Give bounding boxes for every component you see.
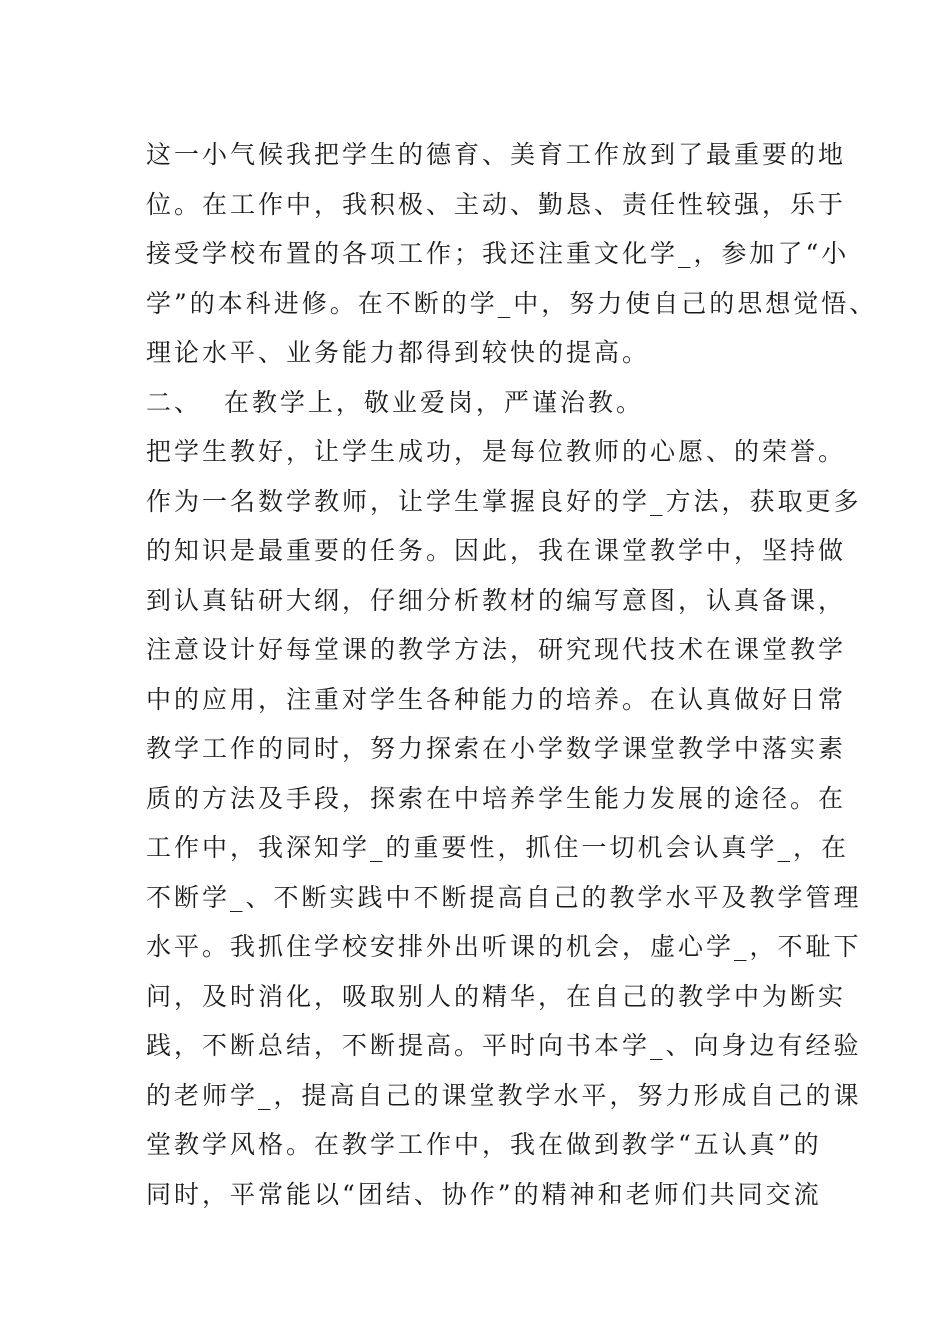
text-line: 的知识是最重要的任务。因此，我在课堂教学中，坚持做 — [146, 536, 847, 565]
section-heading: 二、 在教学上，敬业爱岗，严谨治教。 — [146, 387, 644, 417]
text-line: 工作中，我深知学_的重要性，抓住一切机会认真学_，在 — [146, 833, 850, 862]
text-line: 水平。我抓住学校安排外出听课的机会，虚心学_，不耻下 — [146, 932, 862, 961]
text-line: 注意设计好每堂课的教学方法，研究现代技术在课堂教学 — [146, 635, 847, 664]
text-line: 践，不断总结，不断提高。平时向书本学_、向身边有经验 — [146, 1031, 862, 1060]
text-line: 把学生教好，让学生成功，是每位教师的心愿、的荣誉。 — [146, 437, 847, 466]
text-line: 作为一名数学教师，让学生掌握良好的学_方法，获取更多 — [146, 486, 862, 516]
text-line: 教学工作的同时，努力探索在小学数学课堂教学中落实素 — [146, 734, 847, 763]
text-line: 不断学_、不断实践中不断提高自己的教学水平及教学管理 — [146, 882, 862, 912]
text-line: 学”的本科进修。在不断的学_中，努力使自己的思想觉悟、 — [146, 288, 878, 318]
text-line: 问，及时消化，吸取别人的精华，在自己的教学中为断实 — [146, 981, 847, 1011]
text-line: 接受学校布置的各项工作；我还注重文化学_，参加了“小 — [146, 239, 850, 268]
text-line: 到认真钻研大纲，仔细分析教材的编写意图，认真备课， — [146, 585, 847, 615]
text-line: 位。在工作中，我积极、主动、勤恳、责任性较强，乐于 — [146, 189, 847, 219]
text-line: 理论水平、业务能力都得到较快的提高。 — [146, 338, 651, 367]
text-line: 质的方法及手段，探索在中培养学生能力发展的途径。在 — [146, 783, 847, 813]
text-line: 中的应用，注重对学生各种能力的培养。在认真做好日常 — [146, 684, 847, 714]
text-line: 这一小气候我把学生的德育、美育工作放到了最重要的地 — [146, 140, 847, 169]
body-text — [146, 130, 936, 1219]
text-line: 堂教学风格。在教学工作中，我在做到教学“五认真”的 — [146, 1130, 822, 1159]
text-line: 的老师学_，提高自己的课堂教学水平，努力形成自己的课 — [146, 1080, 862, 1110]
text-line: 同时，平常能以“团结、协作”的精神和老师们共同交流 — [146, 1179, 822, 1209]
